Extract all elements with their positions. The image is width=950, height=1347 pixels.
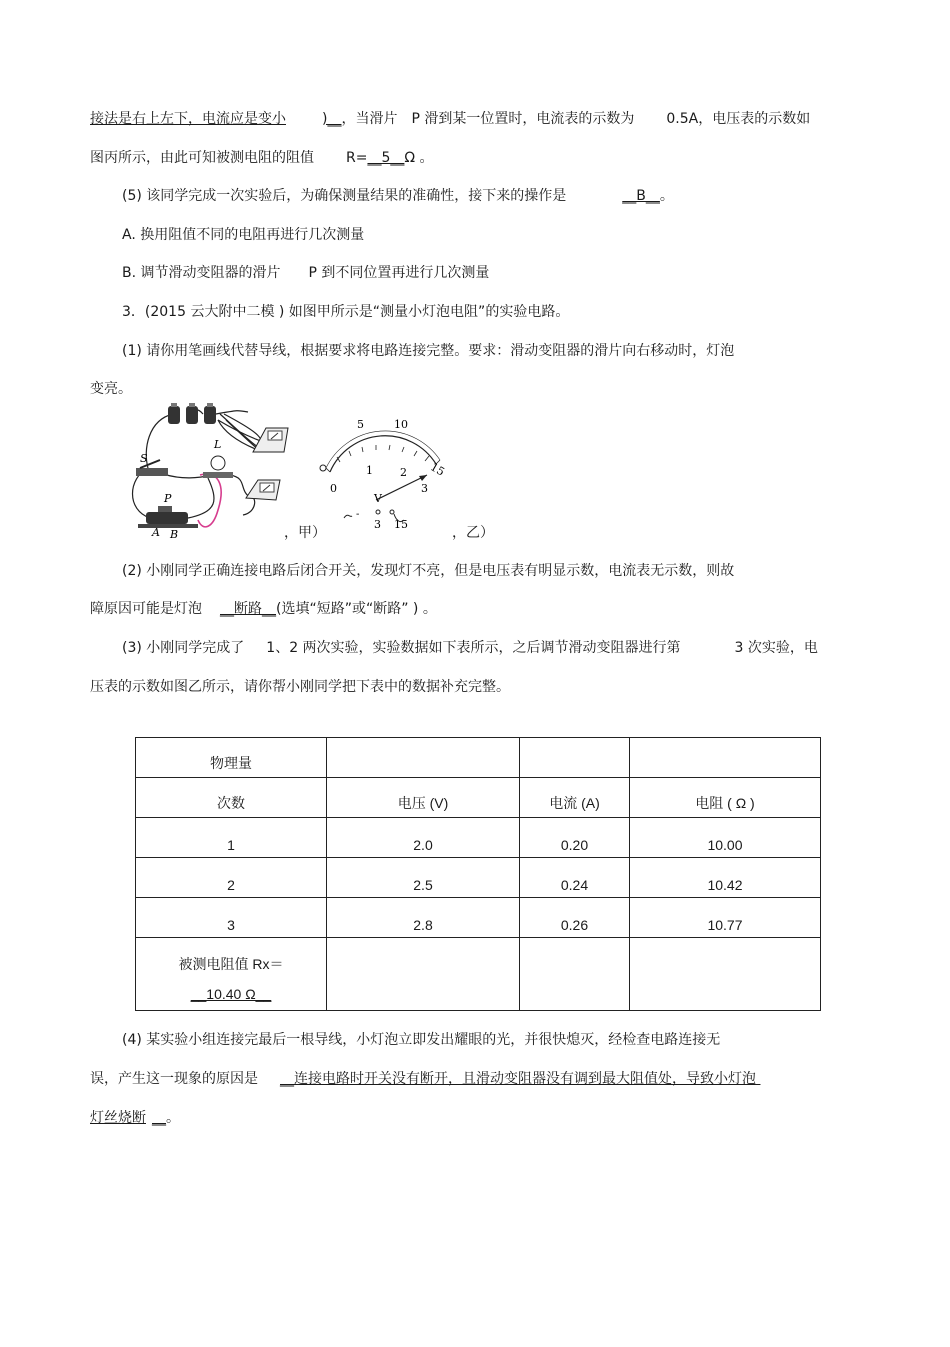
table-row [136, 738, 821, 778]
table-header-cell: 次数 [136, 778, 327, 818]
table-cell: 2.8 [327, 898, 520, 938]
rheostat-icon [138, 506, 198, 528]
lamp-icon [203, 456, 233, 478]
table-row [136, 938, 821, 1011]
tick-bottom-0: 0 [330, 482, 337, 495]
answer-text: 灯丝烧断 [90, 1110, 146, 1126]
data-table [135, 737, 821, 1011]
answer-text: __B__ [622, 188, 660, 204]
table-row [136, 778, 821, 818]
text: (5) 该同学完成一次实验后，为确保测量结果的准确性，接下来的操作是 [122, 188, 567, 204]
table-cell: 0.20 [520, 818, 630, 858]
table-row [136, 898, 821, 938]
text: 1、2 两次实验，实验数据如下表所示，之后调节滑动变阻器进行第 [266, 640, 681, 656]
meter-icon [246, 480, 280, 500]
rx-value: __10.40 Ω__ [190, 986, 272, 1002]
answer-underline [756, 1069, 820, 1089]
tick-bottom-3: 3 [421, 482, 428, 495]
table-cell [630, 738, 821, 778]
table-header-cell: 电流 (A) [520, 778, 630, 818]
tick-bottom-2: 2 [400, 466, 407, 479]
text: Ω 。 [404, 150, 434, 166]
q3-s4-line3 [90, 1108, 180, 1128]
p4-line2 [90, 148, 434, 168]
table-cell: 10.00 [630, 818, 821, 858]
terminal-15: 15 [394, 518, 408, 531]
answer-text: __ [152, 1110, 166, 1126]
table-cell [327, 738, 520, 778]
text: P 滑到某一位置时，电流表的示数为 [411, 111, 635, 127]
text: 。 [166, 1110, 180, 1126]
answer-text: )__ [322, 111, 342, 127]
text: (选填“短路”或“断路” ) 。 [276, 601, 437, 617]
answer-text: __断路__ [220, 601, 276, 617]
table-cell: 0.24 [520, 858, 630, 898]
p4-line1 [90, 109, 810, 129]
p5-question [122, 186, 674, 206]
q3-s4-line1: (4) 某实验小组连接完最后一根导线，小灯泡立即发出耀眼的光，并很快熄灭，经检查电路连接无 [122, 1032, 721, 1048]
text: 3 次实验，电 [734, 640, 818, 656]
q3-s3-line1 [122, 638, 818, 658]
terminal-b-label: B [170, 528, 179, 541]
table-cell [327, 938, 520, 1011]
table-cell: 0.26 [520, 898, 630, 938]
text: 误，产生这一现象的原因是 [90, 1071, 258, 1087]
text: 图丙所示，由此可知被测电阻的阻值 [90, 150, 314, 166]
p5-option-a: A. 换用阻值不同的电阻再进行几次测量 [122, 227, 365, 243]
answer-text: __5__ [367, 150, 405, 166]
answer-text: __连接电路时开关没有断开，且滑动变阻器没有调到最大阻值处，导致小灯泡 [280, 1071, 756, 1087]
table-header-cell: 电阻 ( Ω ) [630, 778, 821, 818]
tick-top-5: 5 [357, 418, 364, 431]
rx-label: 被测电阻值 Rx＝ [178, 956, 284, 972]
table-cell [520, 738, 630, 778]
table-cell [630, 938, 821, 1011]
switch-label: S [140, 452, 148, 465]
circuit-figure [118, 400, 498, 545]
answer-text: 接法是右上左下，电流应是变小 [90, 111, 286, 127]
meter-label: V [374, 492, 382, 505]
text: B. 调节滑动变阻器的滑片 [122, 265, 281, 281]
terminal-3: 3 [374, 518, 381, 531]
lamp-label: L [214, 438, 222, 451]
table-row [136, 818, 821, 858]
tick-bottom-1: 1 [366, 464, 373, 477]
text: P 到不同位置再进行几次测量 [308, 265, 490, 281]
battery-icon [168, 403, 216, 424]
q3-s1-line2: 变亮。 [90, 381, 132, 397]
table-header-cell: 物理量 [136, 738, 327, 778]
table-cell [520, 938, 630, 1011]
q3-s3-line2: 压表的示数如图乙所示，请你帮小刚同学把下表中的数据补充完整。 [90, 679, 510, 695]
table-cell: 2.0 [327, 818, 520, 858]
q3-heading: 3．(2015 云大附中二模 ) 如图甲所示是“测量小灯泡电阻”的实验电路。 [122, 304, 570, 320]
table-cell: 10.42 [630, 858, 821, 898]
table-cell: 1 [136, 818, 327, 858]
table-cell: 2.5 [327, 858, 520, 898]
text: 0.5A，电压表的示数如 [666, 111, 811, 127]
q3-s4-line2 [90, 1069, 820, 1089]
figure-caption-jia: ，甲） [284, 525, 326, 541]
table-cell: 3 [136, 898, 327, 938]
q3-s1-line1: (1) 请你用笔画线代替导线，根据要求将电路连接完整。要求：滑动变阻器的滑片向右移动时，灯泡 [122, 343, 735, 359]
q3-s2-line2 [90, 599, 437, 619]
text: R= [346, 150, 368, 166]
terminal-neg: - [356, 509, 360, 520]
table-header-cell: 电压 (V) [327, 778, 520, 818]
q3-s2-line1: (2) 小刚同学正确连接电路后闭合开关，发现灯不亮，但是电压表有明显示数，电流表无示数，则故 [122, 563, 735, 579]
table-row [136, 858, 821, 898]
text: ，当滑片 [341, 111, 398, 127]
text: (3) 小刚同学完成了 [122, 640, 245, 656]
p5-option-b [122, 263, 489, 283]
slider-label: P [164, 492, 172, 505]
figure-caption-yi: ，乙） [452, 525, 494, 541]
terminal-a-label: A [152, 526, 160, 539]
table-cell [136, 938, 327, 1011]
tick-top-10: 10 [394, 418, 408, 431]
text: 障原因可能是灯泡 [90, 601, 202, 617]
table-cell: 2 [136, 858, 327, 898]
table-cell: 10.77 [630, 898, 821, 938]
tick-top-15: 15 [428, 460, 447, 479]
text: 。 [659, 188, 674, 204]
